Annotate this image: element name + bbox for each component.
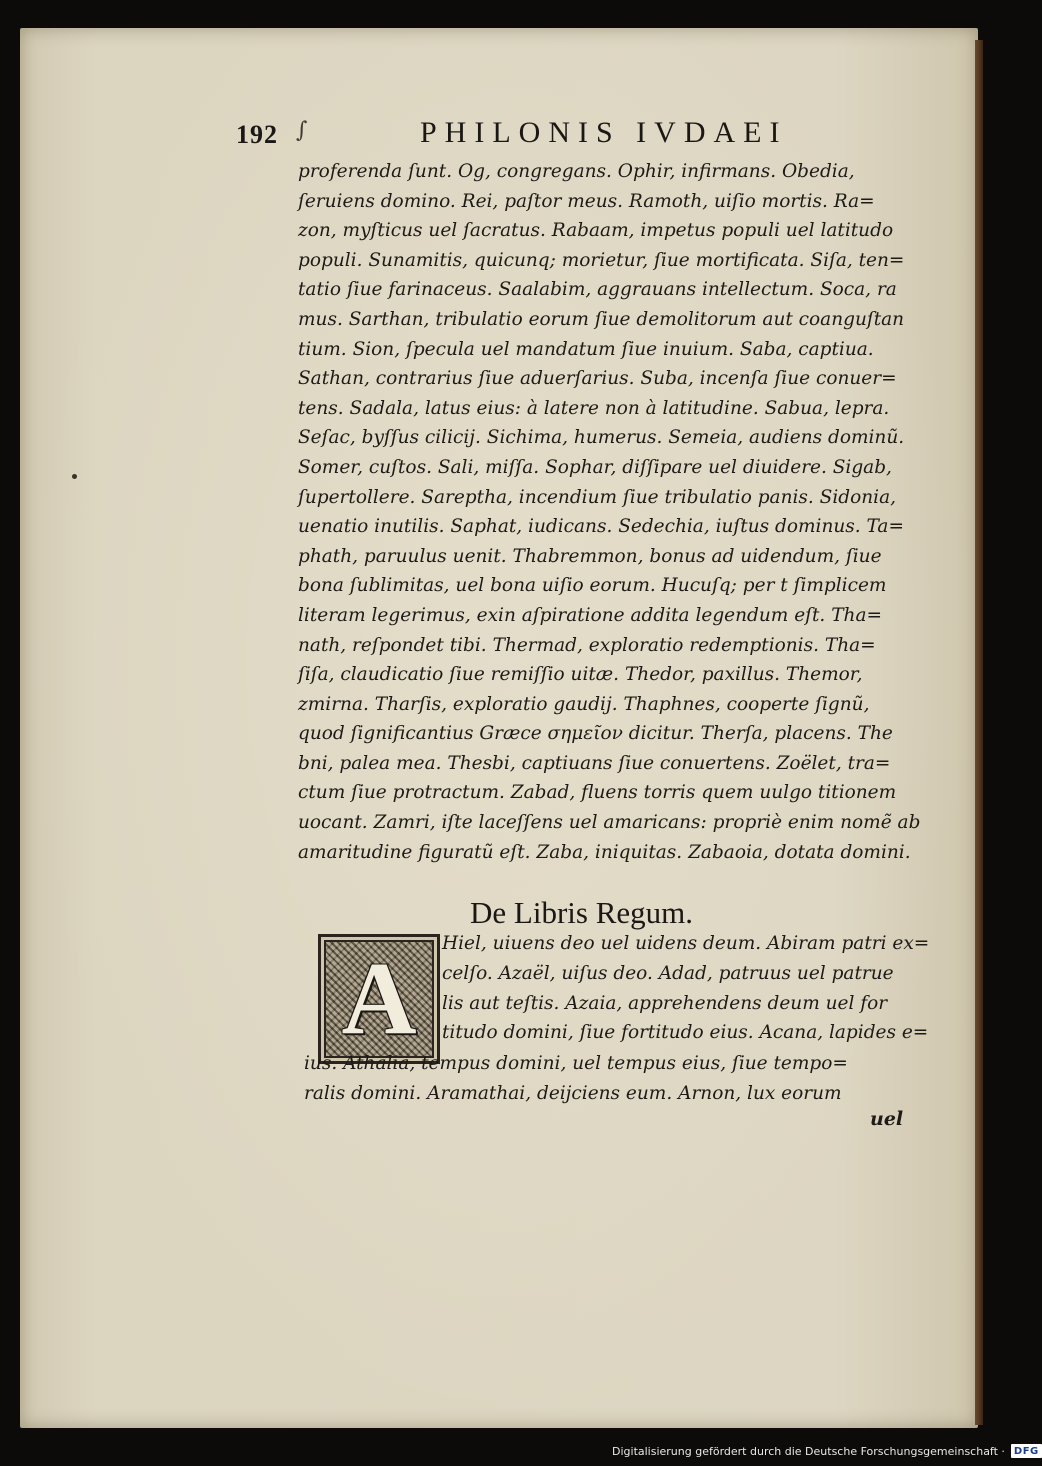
text-line: mus. Sarthan, tribulatio eorum ſiue demolitorum aut coanguſtan bbox=[298, 308, 905, 330]
header-mark: ∫ bbox=[296, 118, 308, 143]
text-line: populi. Sunamitis, quicunq; morietur, ſiue mortificata. Siſa, ten= bbox=[298, 249, 905, 271]
text-line: tens. Sadala, latus eius: à latere non à latitudine. Sabua, lepra. bbox=[298, 397, 890, 419]
text-line: bni, palea mea. Thesbi, captiuans ſiue conuertens. Zoëlet, tra= bbox=[298, 752, 891, 774]
text-line: ſiſa, claudicatio ſiue remiſſio uitæ. Thedor, paxillus. Themor, bbox=[298, 664, 863, 686]
running-head: PHILONIS IVDAEI bbox=[420, 116, 788, 149]
dfg-logo-icon: DFG bbox=[1011, 1444, 1042, 1458]
text-line: tatio ſiue farinaceus. Saalabim, aggrauans intellectum. Soca, ra bbox=[298, 279, 897, 301]
text-line: ius. Athalia, tempus domini, uel tempus eius, ſiue tempo= bbox=[304, 1053, 848, 1074]
section-text-full-width bbox=[304, 1049, 914, 1109]
text-line: ctum ſiue protractum. Zabad, fluens torris quem uulgo titionem bbox=[298, 782, 897, 804]
text-line: Somer, cuſtos. Sali, miſſa. Sophar, diſſipare uel diuidere. Sigab, bbox=[298, 456, 892, 478]
text-line: ralis domini. Aramathai, deijciens eum. Arnon, lux eorum bbox=[304, 1082, 842, 1104]
page-edge bbox=[975, 40, 983, 1425]
body-text bbox=[298, 157, 921, 867]
page-header bbox=[236, 116, 796, 156]
text-line: literam legerimus, exin aſpiratione addita legendum eſt. Tha= bbox=[298, 604, 882, 626]
text-line: bona ſublimitas, uel bona uiſio eorum. Hucuſq; per t ſimplicem bbox=[298, 575, 887, 597]
digitization-footer bbox=[612, 1441, 1042, 1461]
section-title: De Libris Regum. bbox=[470, 895, 693, 930]
text-line: Seſac, byſſus cilicij. Sichima, humerus. Semeia, audiens dominũ. bbox=[298, 427, 905, 449]
text-line: quod ſignificantius Græce σημεῖον dicitur. Therſa, placens. The bbox=[298, 723, 893, 745]
text-line: phath, paruulus uenit. Thabremmon, bonus ad uidendum, ſiue bbox=[298, 545, 882, 567]
page-number: 192 bbox=[236, 120, 278, 149]
text-line: amaritudine figuratũ eſt. Zaba, iniquitas. Zabaoia, dotata domini. bbox=[298, 841, 911, 863]
text-line: zon, myſticus uel ſacratus. Rabaam, impetus populi uel latitudo bbox=[298, 220, 894, 242]
text-line: titudo domini, ſiue fortitudo eius. Acana, lapides e= bbox=[442, 1022, 929, 1044]
text-line: nath, reſpondet tibi. Thermad, exploratio redemptionis. Tha= bbox=[298, 634, 876, 656]
text-line: lis aut teſtis. Azaia, apprehendens deum uel for bbox=[442, 992, 888, 1014]
text-line: zmirna. Tharſis, exploratio gaudij. Thaphnes, cooperte ſignũ, bbox=[298, 693, 870, 715]
text-line: ſupertollere. Sareptha, incendium ſiue tribulatio panis. Sidonia, bbox=[298, 486, 896, 508]
text-line: Sathan, contrarius ſiue aduerſarius. Suba, incenſa ſiue conuer= bbox=[298, 368, 897, 390]
text-line: Hiel, uiuens deo uel uidens deum. Abiram patri ex= bbox=[442, 933, 930, 954]
text-line: proferenda ſunt. Og, congregans. Ophir, infirmans. Obedia, bbox=[298, 161, 855, 182]
text-line: ſeruiens domino. Rei, paſtor meus. Ramoth, uiſio mortis. Ra= bbox=[298, 190, 875, 212]
footer-credit: Digitalisierung gefördert durch die Deutsche Forschungsgemeinschaft · bbox=[612, 1444, 1005, 1458]
initial-letter: A bbox=[341, 941, 417, 1056]
margin-spot bbox=[72, 474, 77, 479]
catchword: uel bbox=[870, 1108, 904, 1130]
text-line: uenatio inutilis. Saphat, iudicans. Sedechia, iuſtus dominus. Ta= bbox=[298, 516, 904, 538]
decorated-initial bbox=[318, 934, 440, 1064]
text-line: uocant. Zamri, iſte laceſſens uel amaricans: propriè enim nomẽ ab bbox=[298, 812, 921, 834]
text-line: celſo. Azaël, uiſus deo. Adad, patruus uel patrue bbox=[442, 962, 894, 984]
text-line: tium. Sion, ſpecula uel mandatum ſiue inuium. Saba, captiua. bbox=[298, 338, 874, 360]
section-text-beside-initial bbox=[442, 929, 930, 1048]
